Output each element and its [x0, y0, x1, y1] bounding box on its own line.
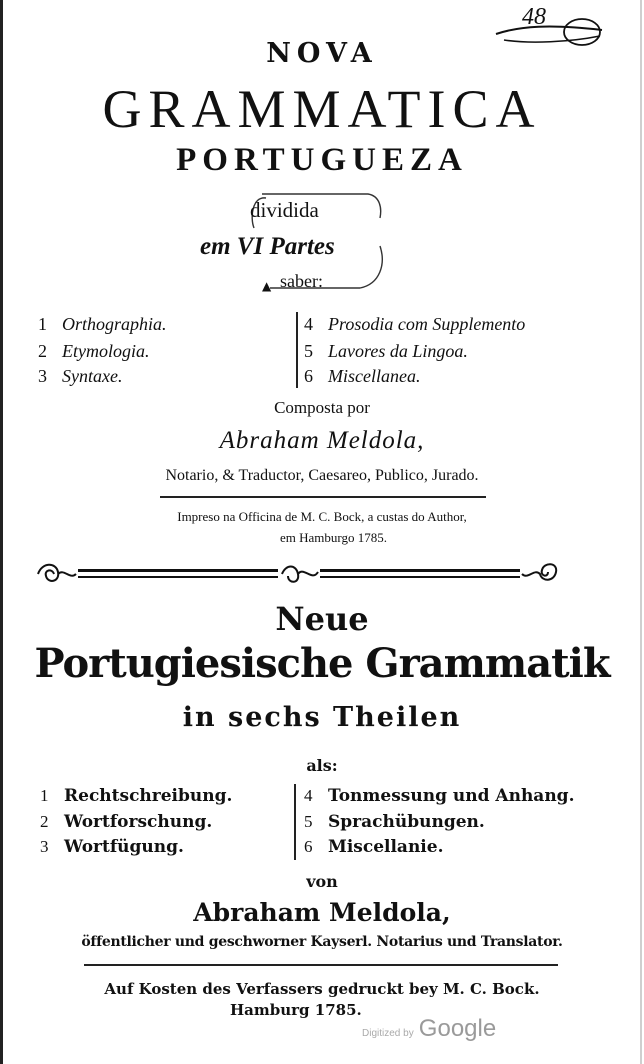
de-imprint-line1: Auf Kosten des Verfassers gedruckt bey M. C. Bock.: [104, 980, 540, 998]
pt-em-partes: em VI Partes: [200, 233, 335, 260]
de-author: Abraham Meldola,: [193, 898, 451, 927]
pt-title-grammatica: GRAMMATICA: [102, 79, 542, 139]
de-title-portugiesische-grammatik: Portugiesische Grammatik: [34, 640, 610, 687]
page-number: 48: [522, 4, 546, 30]
de-title-neue: Neue: [275, 600, 369, 638]
pt-author: Abraham Meldola,: [219, 427, 425, 454]
pt-part-4: 4 Prosodia com Supplemento: [304, 314, 526, 334]
pt-title-portugueza: PORTUGUEZA: [176, 142, 468, 178]
de-imprint-line2: Hamburg 1785.: [230, 1001, 362, 1019]
de-author-titles: öffentlicher und geschworner Kayserl. Notarius und Translator.: [81, 934, 563, 950]
de-part-1: 1 Rechtschreibung.: [40, 786, 233, 806]
pt-saber: saber:: [280, 271, 323, 291]
digitized-by-label: Digitized by: [362, 1028, 414, 1039]
pt-part-6: 6 Miscellanea.: [304, 366, 421, 386]
pt-imprint-line1: Impreso na Officina de M. C. Bock, a custas do Author,: [177, 509, 467, 524]
ornament-divider: [34, 558, 564, 590]
pt-title-nova: NOVA: [266, 38, 378, 69]
de-part-3: 3 Wortfügung.: [40, 837, 184, 857]
pt-part-2: 2 Etymologia.: [38, 341, 150, 361]
de-title-in-sechs-theilen: in sechs Theilen: [182, 702, 462, 733]
de-parts-divider: [294, 784, 296, 860]
pt-dividida: dividida: [250, 198, 319, 222]
de-rule: [84, 964, 558, 966]
pt-part-3: 3 Syntaxe.: [38, 366, 123, 386]
pt-composta: Composta por: [274, 398, 370, 417]
google-watermark: [362, 1015, 496, 1043]
pt-part-5: 5 Lavores da Lingoa.: [304, 341, 468, 361]
de-von: von: [306, 872, 338, 891]
pt-rule: [160, 496, 486, 498]
de-als: als:: [306, 756, 338, 775]
pt-parts-divider: [296, 312, 298, 388]
pt-imprint-line2: em Hamburgo 1785.: [280, 530, 387, 545]
de-part-6: 6 Miscellanie.: [304, 837, 444, 857]
de-part-4: 4 Tonmessung und Anhang.: [304, 786, 575, 806]
pt-author-titles: Notario, & Traductor, Caesareo, Publico, Jurado.: [165, 467, 479, 484]
pt-part-1: 1 Orthographia.: [38, 314, 167, 334]
pencil-arrow-icon: ▲: [262, 279, 272, 293]
google-logo: Google: [418, 1015, 497, 1042]
de-part-5: 5 Sprachübungen.: [304, 812, 485, 832]
de-part-2: 2 Wortforschung.: [40, 812, 213, 832]
